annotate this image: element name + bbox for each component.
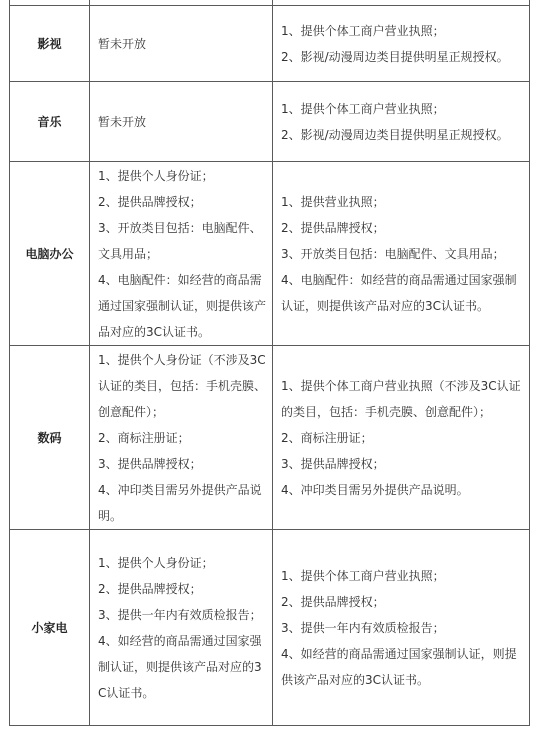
requirement-line: 3、提供品牌授权；: [98, 456, 202, 471]
requirement-line: 4、电脑配件：如经营的商品需通过国家强制认证，则提供该产品对应的3C认证书。: [98, 272, 267, 339]
requirement-line: 1、提供个人身份证；: [98, 555, 214, 570]
category-cell: 影视: [10, 6, 90, 82]
table-row: [10, 346, 530, 530]
requirement-line: 3、开放类目包括：电脑配件、文具用品；: [281, 246, 505, 261]
requirement-line: 4、电脑配件：如经营的商品需通过国家强制认证，则提供该产品对应的3C认证书。: [281, 272, 517, 313]
requirement-line: 1、提供个人身份证（不涉及3C认证的类目，包括：手机壳膜、创意配件）；: [98, 352, 267, 419]
requirement-line: 2、提供品牌授权；: [281, 594, 385, 609]
requirement-line: 4、如经营的商品需通过国家强制认证，则提供该产品对应的3C认证书。: [281, 646, 517, 687]
individual-cell: [90, 346, 273, 530]
requirement-line: 2、提供品牌授权；: [98, 581, 202, 596]
requirement-line: 2、提供品牌授权；: [98, 194, 202, 209]
requirement-line: 2、提供品牌授权；: [281, 220, 385, 235]
enterprise-cell: [273, 162, 530, 346]
individual-cell: [90, 162, 273, 346]
enterprise-cell: [273, 6, 530, 82]
requirement-line: 暂未开放: [98, 114, 147, 129]
requirement-line: 1、提供营业执照；: [281, 194, 385, 209]
requirement-line: 4、如经营的商品需通过国家强制认证，则提供该产品对应的3C认证书。: [98, 633, 262, 700]
requirement-line: 1、提供个体工商户营业执照（不涉及3C认证的类目，包括：手机壳膜、创意配件）；: [281, 378, 521, 419]
category-cell: 电脑办公: [10, 162, 90, 346]
category-cell: 音乐: [10, 82, 90, 162]
requirement-line: 1、提供个体工商户营业执照；: [281, 101, 445, 116]
category-cell: 数码: [10, 346, 90, 530]
requirement-line: 1、提供个体工商户营业执照；: [281, 23, 445, 38]
category-cell: 小家电: [10, 530, 90, 726]
enterprise-cell: [273, 346, 530, 530]
requirement-line: 3、提供一年内有效质检报告；: [281, 620, 445, 635]
table-row: [10, 82, 530, 162]
requirement-line: 3、开放类目包括：电脑配件、文具用品；: [98, 220, 262, 261]
requirement-line: 2、影视/动漫周边类目提供明星正规授权。: [281, 49, 509, 64]
requirement-line: 4、冲印类目需另外提供产品说明。: [281, 482, 469, 497]
table-row: [10, 6, 530, 82]
requirement-line: 3、提供一年内有效质检报告；: [98, 607, 262, 622]
requirement-line: 1、提供个体工商户营业执照；: [281, 568, 445, 583]
individual-cell: [90, 82, 273, 162]
qualification-table: [9, 0, 530, 726]
individual-cell: [90, 530, 273, 726]
requirement-line: 暂未开放: [98, 36, 147, 51]
requirement-line: 1、提供个人身份证；: [98, 168, 214, 183]
table-row: [10, 162, 530, 346]
individual-cell: [90, 6, 273, 82]
enterprise-cell: [273, 530, 530, 726]
enterprise-cell: [273, 82, 530, 162]
requirement-line: 2、影视/动漫周边类目提供明星正规授权。: [281, 127, 509, 142]
requirement-line: 3、提供品牌授权；: [281, 456, 385, 471]
table-row: [10, 530, 530, 726]
requirement-line: 2、商标注册证；: [98, 430, 190, 445]
requirement-line: 2、商标注册证；: [281, 430, 373, 445]
requirement-line: 4、冲印类目需另外提供产品说明。: [98, 482, 262, 523]
